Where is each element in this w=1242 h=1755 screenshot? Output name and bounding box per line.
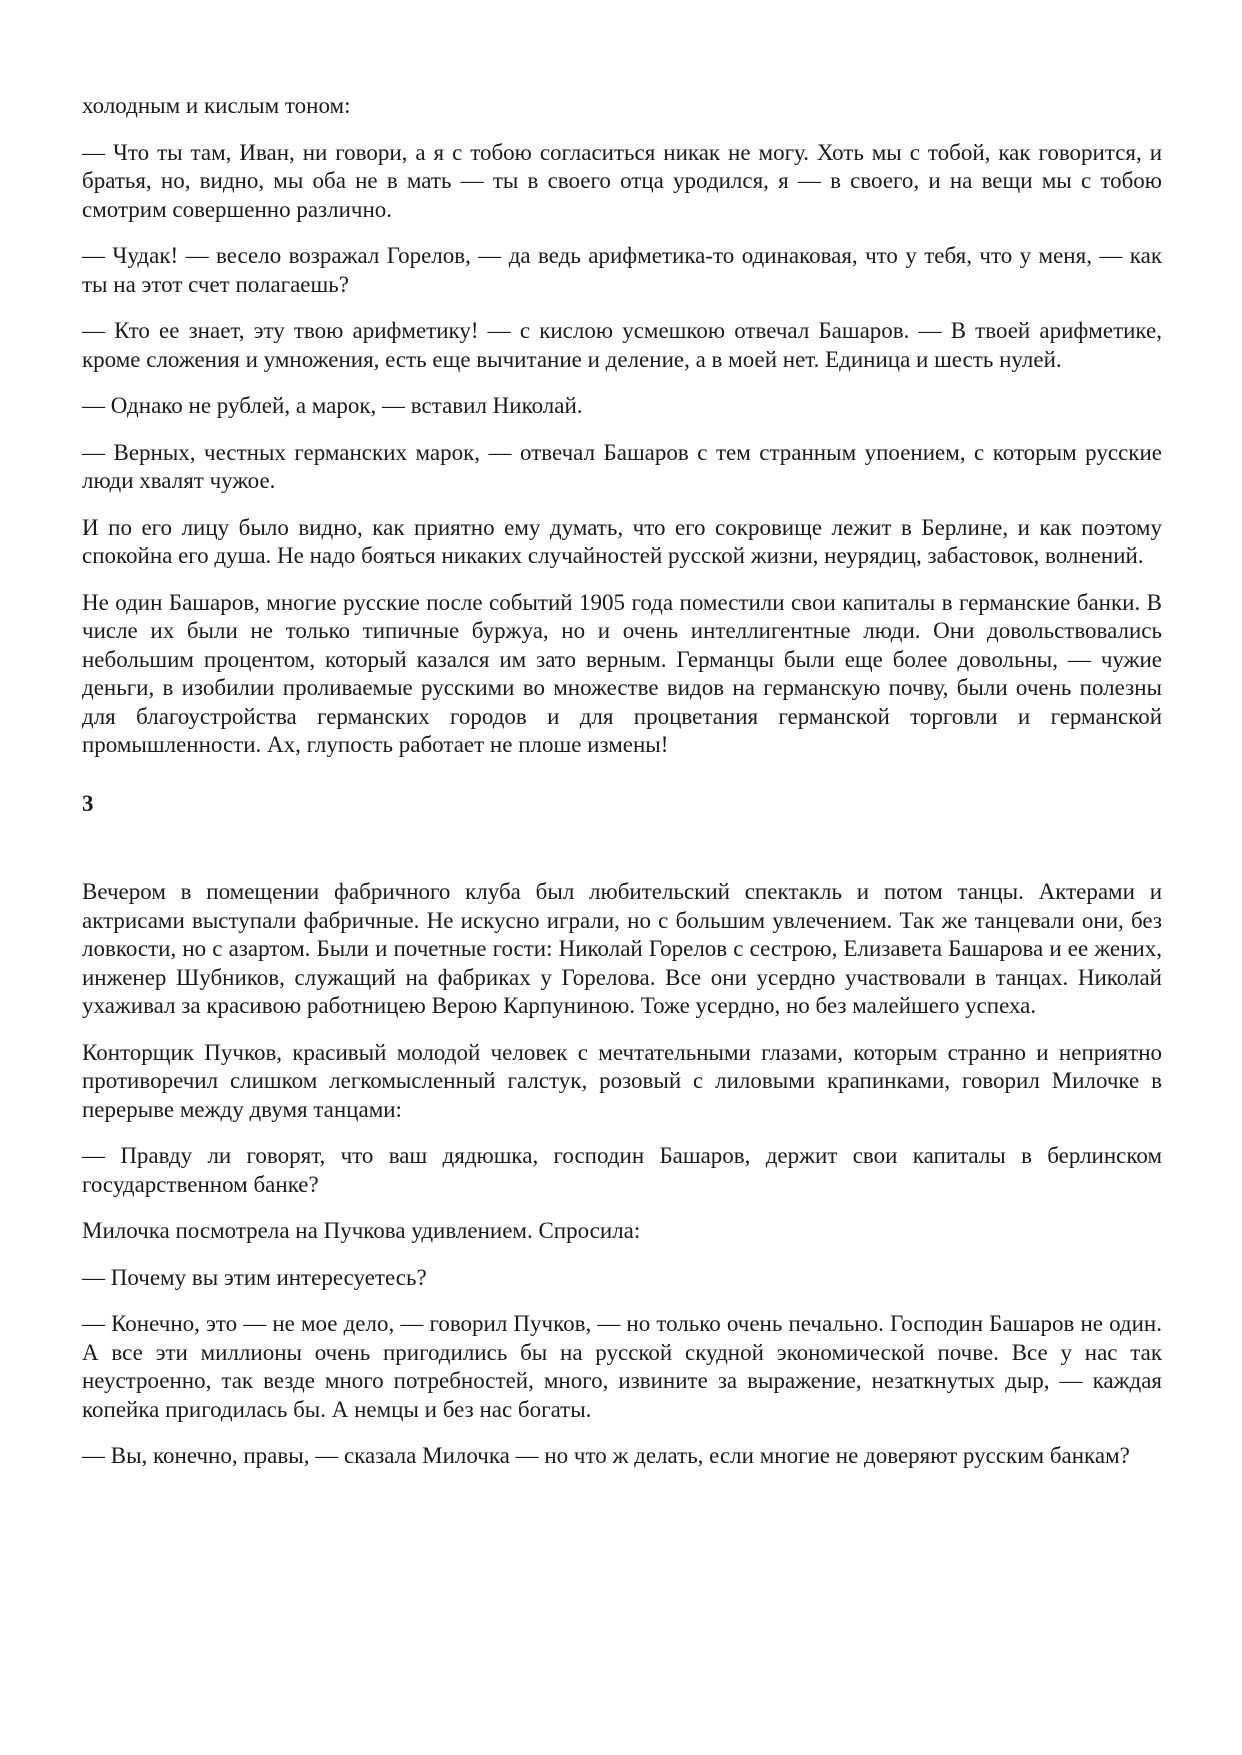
document-page [82,92,1162,1489]
paragraph: — Однако не рублей, а марок, — вставил Николай. [82,393,583,418]
paragraph: — Почему вы этим интересуетесь? [82,1264,427,1290]
paragraph: — Конечно, это — не мое дело, — говорил Пучков, — но только очень печально. Господин Башаров не один. А все эти миллионы очень пригодились бы на русской скудной экономической почве. Все у нас так неустроенно, так везде много потребностей, много, извините за выражение, незаткнутых дыр, — каждая копейка пригодилась бы. А немцы и без нас богаты. [82,1311,1162,1422]
paragraph: Милочка посмотрела на Пучкова удивлением. Спросила: [82,1218,641,1243]
paragraph: Вечером в помещении фабричного клуба был любительский спектакль и потом танцы. Актерами и актрисами выступали фабричные. Не искусно играли, но с большим увлечением. Так же танцевали они, без ловкости, но с азартом. Были и почетные гости: Николай Горелов с сестрою, Елизавета Башарова и ее жених, инженер Шубников, служащий на фабриках у Горелова. Все они усердно участвовали в танцах. Николай ухаживал за красивою работницею Верою Карпуниною. Тоже усердно, но без малейшего успеха. [82,879,1162,1018]
paragraph: — Чудак! — весело возражал Горелов, — да ведь арифметика-то одинаковая, что у тебя, что у меня, — как ты на этот счет полагаешь? [82,243,1162,297]
paragraph: И по его лицу было видно, как приятно ему думать, что его сокровище лежит в Берлине, и как поэтому спокойна его душа. Не надо бояться никаких случайностей русской жизни, неурядиц, забастовок, волнений. [82,514,1162,568]
paragraph: — Что ты там, Иван, ни говори, а я с тобою согласиться никак не могу. Хоть мы с тобой, как говорится, и братья, но, видно, мы оба не в мать — ты в своего отца уродился, я — в своего, и на вещи мы с тобою смотрим совершенно различно. [82,139,1162,222]
paragraph: — Кто ее знает, эту твою арифметику! — с кислою усмешкою отвечал Башаров. — В твоей арифметике, кроме сложения и умножения, есть еще вычитание и деление, а в моей нет. Единица и шесть нулей. [82,318,1162,372]
paragraph: холодным и кислым тоном: [82,93,351,118]
paragraph: — Верных, честных германских марок, — отвечал Башаров с тем странным упоением, с которым русские люди хвалят чужое. [82,439,1162,493]
paragraph: Конторщик Пучков, красивый молодой человек с мечтательными глазами, которым странно и неприятно противоречил слишком легкомысленный галстук, розовый с лиловыми крапинками, говорил Милочке в перерыве между двумя танцами: [82,1039,1162,1122]
chapter-heading: 3 [82,790,94,816]
paragraph: — Правду ли говорят, что ваш дядюшка, господин Башаров, держит свои капиталы в берлинском государственном банке? [82,1143,1162,1197]
paragraph: — Вы, конечно, правы, — сказала Милочка — но что ж делать, если многие не доверяют русским банкам? [82,1443,1130,1468]
paragraph: Не один Башаров, многие русские после событий 1905 года поместили свои капиталы в германские банки. В числе их были не только типичные буржуа, но и очень интеллигентные люди. Они довольствовались небольшим процентом, который казался им зато верным. Германцы были еще более довольны, — чужие деньги, в изобилии проливаемые русскими во множестве видов на германскую почву, были очень полезны для благоустройства германских городов и для процветания германской торговли и германской промышленности. Ах, глупость работает не плоше измены! [82,589,1162,757]
